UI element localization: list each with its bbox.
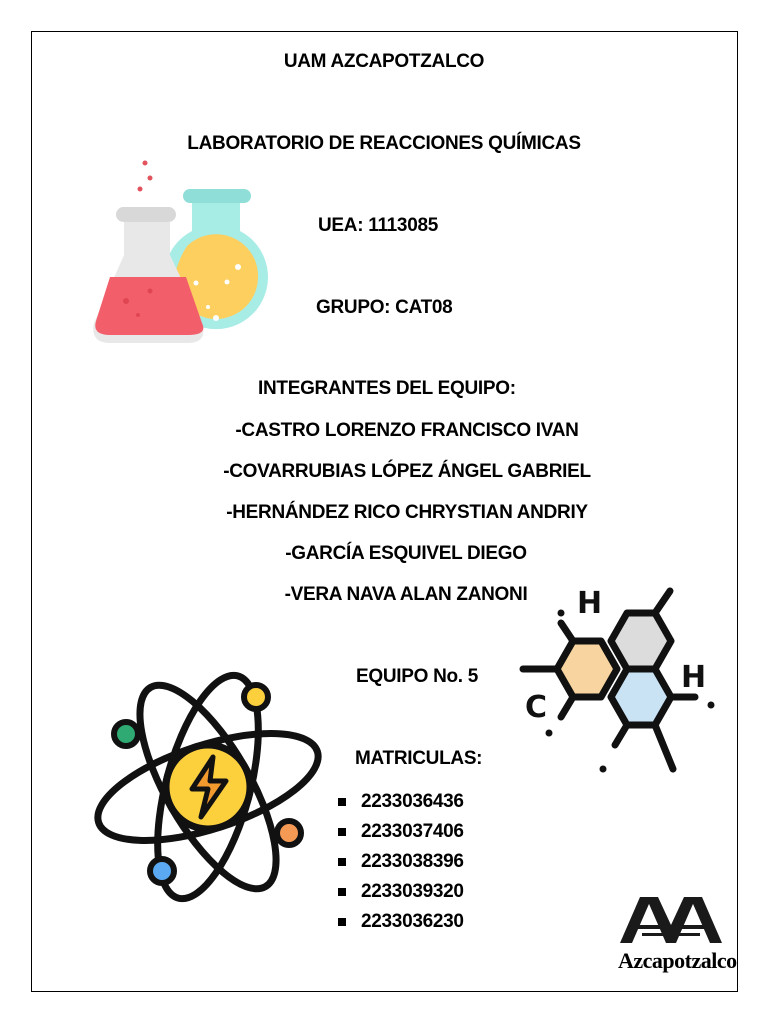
bullet-icon (338, 798, 346, 806)
list-item: 2233037406 (338, 817, 464, 847)
bullet-icon (338, 858, 346, 866)
logo-caption: Azcapotzalco (618, 948, 737, 973)
list-item: 2233038396 (338, 847, 464, 877)
atom-h-label: H (577, 586, 603, 621)
list-item: 2233036230 (338, 907, 464, 937)
bullet-icon (338, 918, 346, 926)
team-member: -CASTRO LORENZO FRANCISCO IVAN (235, 420, 579, 441)
flask-icon (88, 155, 278, 350)
list-item: 2233036436 (338, 787, 464, 817)
list-item: 2233039320 (338, 877, 464, 907)
team-member: -COVARRUBIAS LÓPEZ ÁNGEL GABRIEL (223, 461, 591, 482)
team-number: EQUIPO No. 5 (356, 666, 479, 687)
molecule-icon (515, 583, 720, 778)
atom-c-label: C (525, 690, 548, 725)
institution-title: UAM AZCAPOTZALCO (283, 51, 485, 72)
team-member: -VERA NAVA ALAN ZANONI (284, 584, 528, 605)
lab-title: LABORATORIO DE REACCIONES QUÍMICAS (187, 133, 581, 154)
atom-h-label: H (681, 660, 707, 695)
uam-logo-icon (620, 895, 722, 945)
group-code: GRUPO: CAT08 (316, 297, 453, 318)
team-member: -GARCÍA ESQUIVEL DIEGO (285, 543, 527, 564)
uea-code: UEA: 1113085 (318, 215, 438, 236)
bullet-icon (338, 828, 346, 836)
bullet-icon (338, 888, 346, 896)
team-member: -HERNÁNDEZ RICO CHRYSTIAN ANDRIY (226, 502, 588, 523)
ids-heading: MATRICULAS: (355, 748, 483, 769)
ids-list (338, 787, 464, 937)
atom-icon (88, 665, 328, 910)
team-heading: INTEGRANTES DEL EQUIPO: (258, 378, 516, 399)
